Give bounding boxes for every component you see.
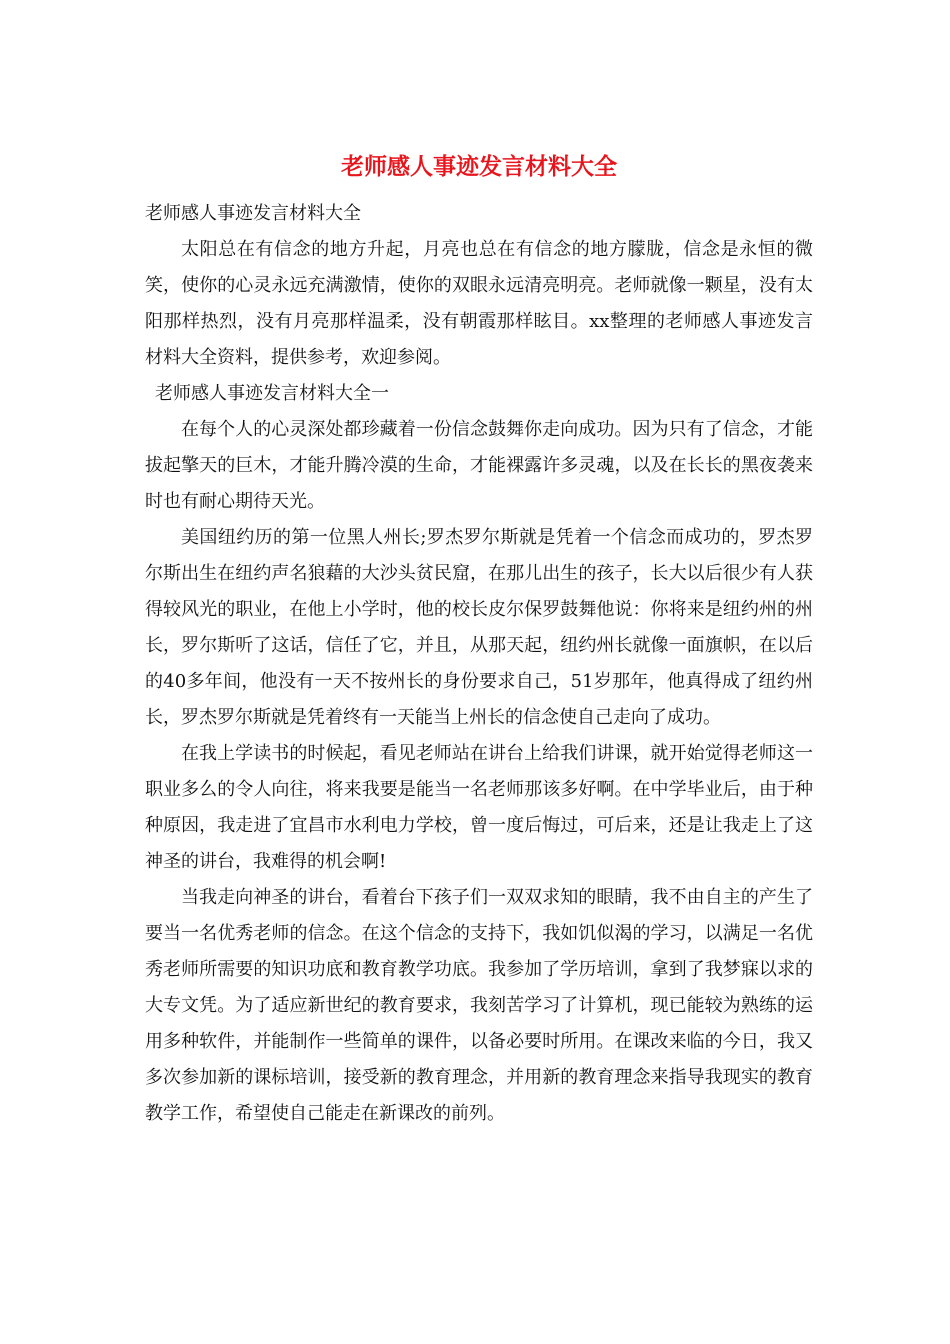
body-paragraph: 在我上学读书的时候起，看见老师站在讲台上给我们讲课，就开始觉得老师这一职业多么的令人向往，将来我要是能当一名老师那该多好啊。在中学毕业后，由于种种原因，我走进了宜昌市水利电力学校，曾一度后悔过，可后来，还是让我走上了这神圣的讲台，我难得的机会啊! bbox=[145, 743, 813, 872]
section-heading: 老师感人事迹发言材料大全一 bbox=[155, 383, 389, 404]
document-subtitle: 老师感人事迹发言材料大全 bbox=[145, 203, 361, 224]
body-paragraph: 当我走向神圣的讲台，看着台下孩子们一双双求知的眼睛，我不由自主的产生了要当一名优秀老师的信念。在这个信念的支持下，我如饥似渴的学习，以满足一名优秀老师所需要的知识功底和教育教学功底。我参加了学历培训，拿到了我梦寐以求的大专文凭。为了适应新世纪的教育要求，我刻苦学习了计算机，现已能较为熟练的运用多种软件，并能制作一些简单的课件，以备必要时所用。在课改来临的今日，我又多次参加新的课标培训，接受新的教育理念，并用新的教育理念来指导我现实的教育教学工作，希望使自己能走在新课改的前列。 bbox=[145, 887, 813, 1124]
body-paragraph: 美国纽约历的第一位黑人州长;罗杰罗尔斯就是凭着一个信念而成功的，罗杰罗尔斯出生在纽约声名狼藉的大沙头贫民窟，在那儿出生的孩子，长大以后很少有人获得较风光的职业，在他上小学时，他的校长皮尔保罗鼓舞他说：你将来是纽约州的州长，罗尔斯听了这话，信任了它，并且，从那天起，纽约州长就像一面旗帜，在以后的40多年间，他没有一天不按州长的身份要求自己，51岁那年，他真得成了纽约州长，罗杰罗尔斯就是凭着终有一天能当上州长的信念使自己走向了成功。 bbox=[145, 527, 813, 728]
intro-paragraph: 太阳总在有信念的地方升起，月亮也总在有信念的地方朦胧，信念是永恒的微笑，使你的心灵永远充满激情，使你的双眼永远清亮明亮。老师就像一颗星，没有太阳那样热烈，没有月亮那样温柔，没有朝霞那样眩目。xx整理的老师感人事迹发言材料大全资料，提供参考，欢迎参阅。 bbox=[145, 239, 813, 368]
body-paragraph: 在每个人的心灵深处都珍藏着一份信念鼓舞你走向成功。因为只有了信念，才能拔起擎天的巨木，才能升腾冷漠的生命，才能裸露许多灵魂，以及在长长的黑夜袭来时也有耐心期待天光。 bbox=[145, 419, 813, 512]
document-title: 老师感人事迹发言材料大全 bbox=[341, 153, 617, 180]
document-page bbox=[145, 150, 813, 1132]
